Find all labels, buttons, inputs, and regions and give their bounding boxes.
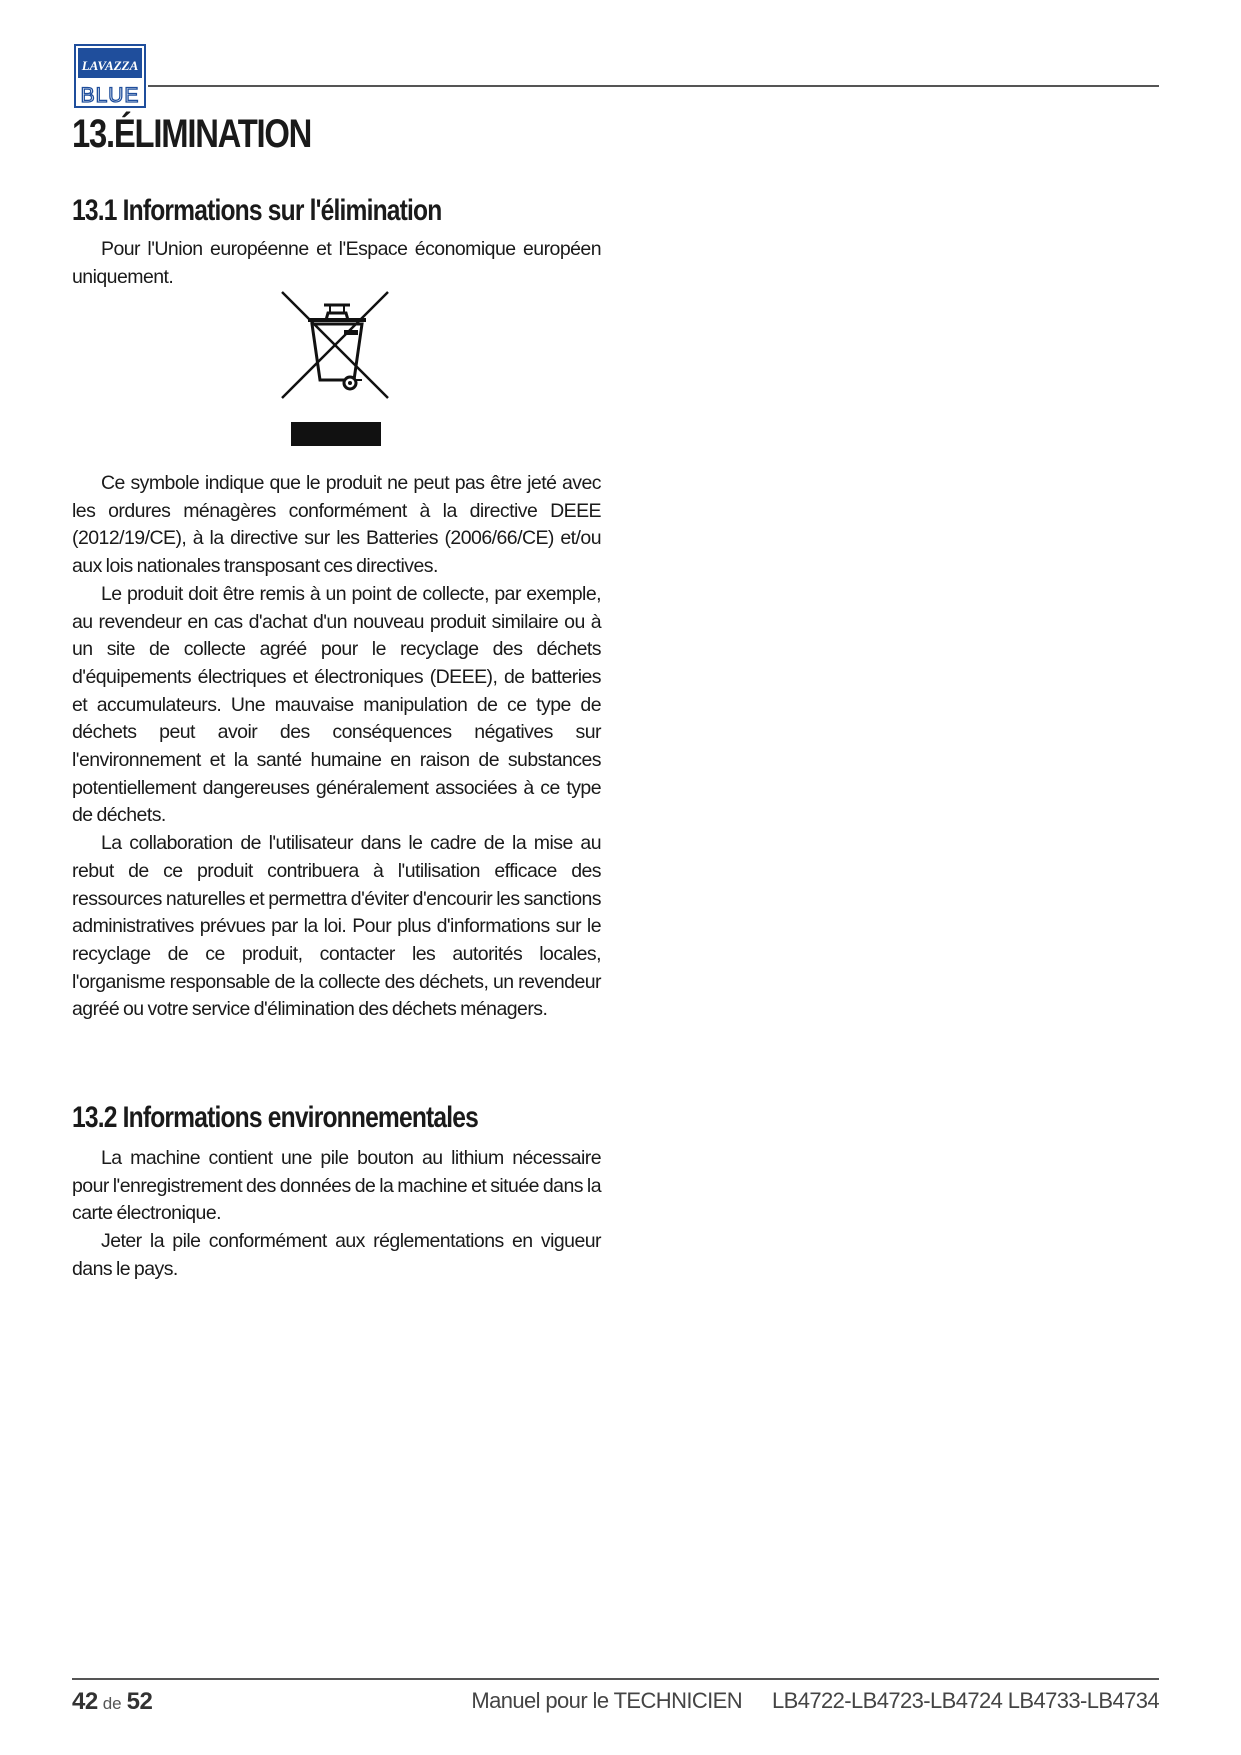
paragraph: Le produit doit être remis à un point de collecte, par exemple, au revendeur en cas d'achat d'un nouveau produit similaire ou à un site de collecte agréé pour le recyclage des déchets d'équipements électriques et électroniques (DEEE), de batteries et accumulateurs. Une mauvaise manipulation de ce type de déchets peut avoir des conséquences négatives sur l'environnement et la santé humaine en raison de substances potentiellement dangereuses généralement associées à ce type de déchets. (72, 582, 601, 827)
page-current: 42 (72, 1688, 98, 1715)
paragraph: Jeter la pile conformément aux réglementations en vigueur dans le pays. (72, 1230, 601, 1280)
page-separator: de (102, 1694, 122, 1713)
section-title-disposal: 13.1 Informations sur l'élimination (72, 194, 442, 227)
section2-body (72, 1145, 601, 1284)
lavazza-blue-logo (74, 44, 146, 108)
section1-body (72, 470, 601, 1024)
footer-document-info (471, 1688, 1159, 1718)
paragraph: Ce symbole indique que le produit ne peut pas être jeté avec les ordures ménagères conformément à la directive DEEE (2012/19/CE), à la directive sur les Batteries (2006/66/CE) et/ou aux lois nationales transposant ces directives. (72, 472, 601, 578)
page-total: 52 (126, 1688, 153, 1715)
intro-paragraph: Pour l'Union européenne et l'Espace économique européen uniquement. (72, 238, 601, 288)
paragraph: La machine contient une pile bouton au lithium nécessaire pour l'enregistrement des données de la machine et située dans la carte électronique. (72, 1147, 601, 1225)
crossed-out-wheelie-bin-icon (280, 290, 392, 400)
section-title-environmental: 13.2 Informations environnementales (72, 1101, 479, 1134)
svg-text:LAVAZZA: LAVAZZA (81, 58, 139, 73)
page-number (72, 1688, 152, 1718)
footer-rule (72, 1678, 1159, 1680)
manual-title: Manuel pour le TECHNICIEN (471, 1688, 743, 1713)
svg-text:BLUE: BLUE (80, 84, 140, 107)
weee-separate-collection-bar (291, 422, 381, 446)
header-rule (148, 85, 1159, 87)
model-numbers: LB4722-LB4723-LB4724 LB4733-LB4734 (772, 1688, 1159, 1713)
paragraph: La collaboration de l'utilisateur dans le cadre de la mise au rebut de ce produit contribuera à l'utilisation efficace des ressources naturelles et permettra d'éviter d'encourir les sanctions administratives prévues par la loi. Pour plus d'informations sur le recyclage de ce produit, contacter les autorités locales, l'organisme responsable de la collecte des déchets, un revendeur agréé ou votre service d'élimination des déchets ménagers. (72, 832, 601, 1021)
page-title: 13.ÉLIMINATION (72, 112, 312, 156)
section1-intro (72, 236, 601, 291)
